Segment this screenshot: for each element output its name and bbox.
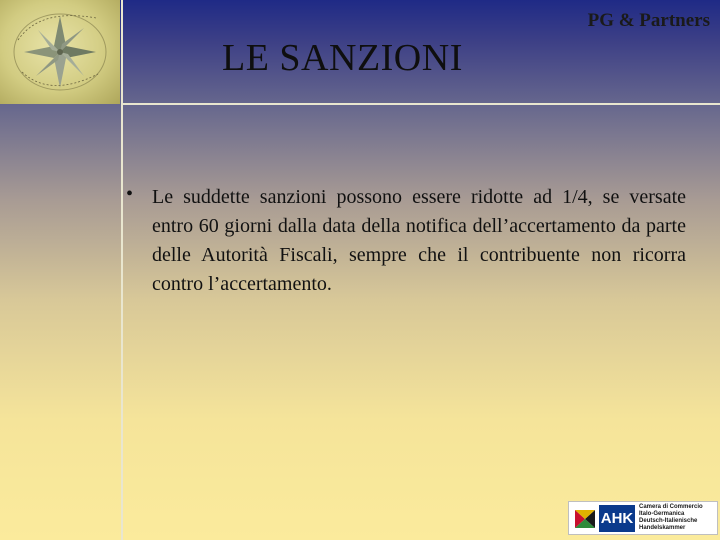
ahk-line: Deutsch-Italienische (639, 518, 698, 524)
ahk-line: Camera di Commercio (639, 504, 703, 510)
ahk-logo (568, 501, 718, 535)
ahk-caption (639, 504, 717, 532)
slide-title: LE SANZIONI (222, 37, 463, 79)
compass-logo (0, 0, 120, 104)
ahk-emblem-icon (573, 508, 597, 530)
vertical-divider (121, 0, 123, 540)
bullet-text: Le suddette sanzioni possono essere ridotte ad 1/4, se versate entro 60 giorni dalla data della notifica dell’accertamento da parte delle Autorità Fiscali, sempre che il contribuente non ricorra contro l’accertamento. (152, 186, 686, 295)
ahk-line: Italo-Germanica (639, 511, 685, 517)
brand-name: PG & Partners (587, 10, 710, 31)
compass-rose-icon (0, 0, 120, 104)
bullet-list (126, 183, 686, 299)
ahk-line: Handelskammer (639, 525, 686, 531)
bullet-marker: • (126, 183, 134, 205)
ahk-mark: AHK (599, 505, 635, 532)
horizontal-divider (121, 103, 720, 105)
